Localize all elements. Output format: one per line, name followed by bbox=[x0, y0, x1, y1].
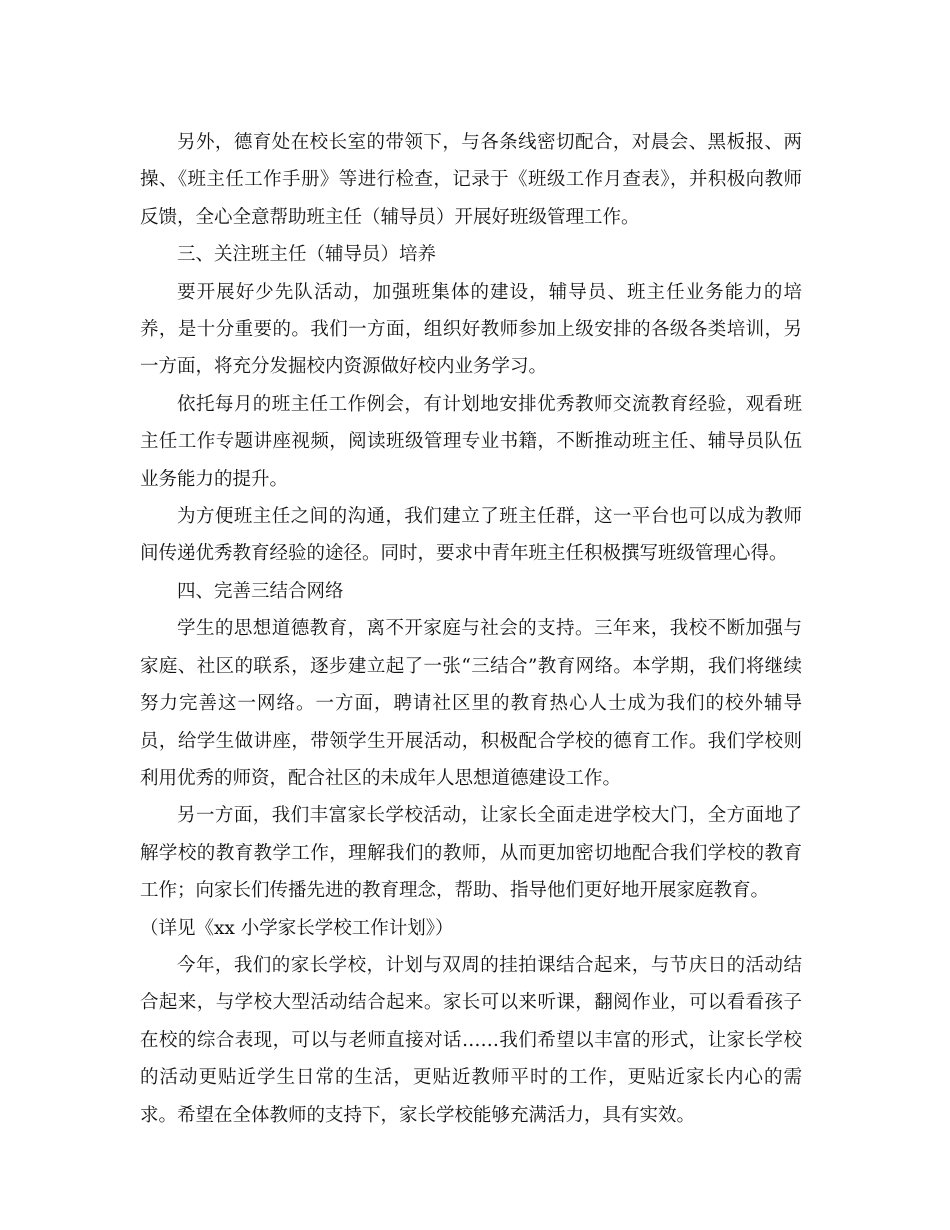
paragraph-plan-reference: （详见《xx 小学家长学校工作计划》） bbox=[140, 917, 454, 939]
section-heading-teacher-training: 三、关注班主任（辅导员）培养 bbox=[177, 244, 437, 266]
paragraph-family-community: 学生的思想道德教育，离不开家庭与社会的支持。三年来，我校不断加强与家庭、社区的联系，逐步建立起了一张“三结合”教育网络。本学期，我们将继续努力完善这一网络。一方面，聘请社区里的教育热心人士成为我们的校外辅导员，给学生做讲座，带领学生开展活动，积极配合学校的德育工作。我们学校则利用优秀的师资，配合社区的未成年人思想道德建设工作。 bbox=[140, 618, 802, 789]
paragraph-parent-school-plan: 今年，我们的家长学校，计划与双周的挂拍课结合起来，与节庆日的活动结合起来，与学校大型活动结合起来。家长可以来听课，翻阅作业，可以看看孩子在校的综合表现，可以与老师直接对话……我们希望以丰富的形式，让家长学校的活动更贴近学生日常的生活，更贴近教师平时的工作，更贴近家长内心的需求。希望在全体教师的支持下，家长学校能够充满活力，具有实效。 bbox=[140, 954, 802, 1126]
paragraph-parent-school: 另一方面，我们丰富家长学校活动，让家长全面走进学校大门，全方面地了解学校的教育教学工作，理解我们的教师，从而更加密切地配合我们学校的教育工作；向家长们传播先进的教育理念，帮助、指导他们更好地开展家庭教育。 bbox=[140, 805, 802, 902]
section-heading-three-way-network: 四、完善三结合网络 bbox=[177, 580, 344, 602]
document-body bbox=[140, 124, 802, 1134]
paragraph-training-importance: 要开展好少先队活动，加强班集体的建设，辅导员、班主任业务能力的培养，是十分重要的。我们一方面，组织好教师参加上级安排的各级各类培训，另一方面，将充分发掘校内资源做好校内业务学习。 bbox=[140, 281, 802, 378]
paragraph-moral-education-inspection: 另外，德育处在校长室的带领下，与各条线密切配合，对晨会、黑板报、两操、《班主任工作手册》等进行检查，记录于《班级工作月查表》，并积极向教师反馈，全心全意帮助班主任（辅导员）开展好班级管理工作。 bbox=[140, 132, 802, 228]
paragraph-teacher-group: 为方便班主任之间的沟通，我们建立了班主任群，这一平台也可以成为教师间传递优秀教育经验的途径。同时，要求中青年班主任积极撰写班级管理心得。 bbox=[140, 506, 802, 565]
paragraph-monthly-meeting: 依托每月的班主任工作例会，有计划地安排优秀教师交流教育经验，观看班主任工作专题讲座视频，阅读班级管理专业书籍，不断推动班主任、辅导员队伍业务能力的提升。 bbox=[140, 393, 802, 490]
